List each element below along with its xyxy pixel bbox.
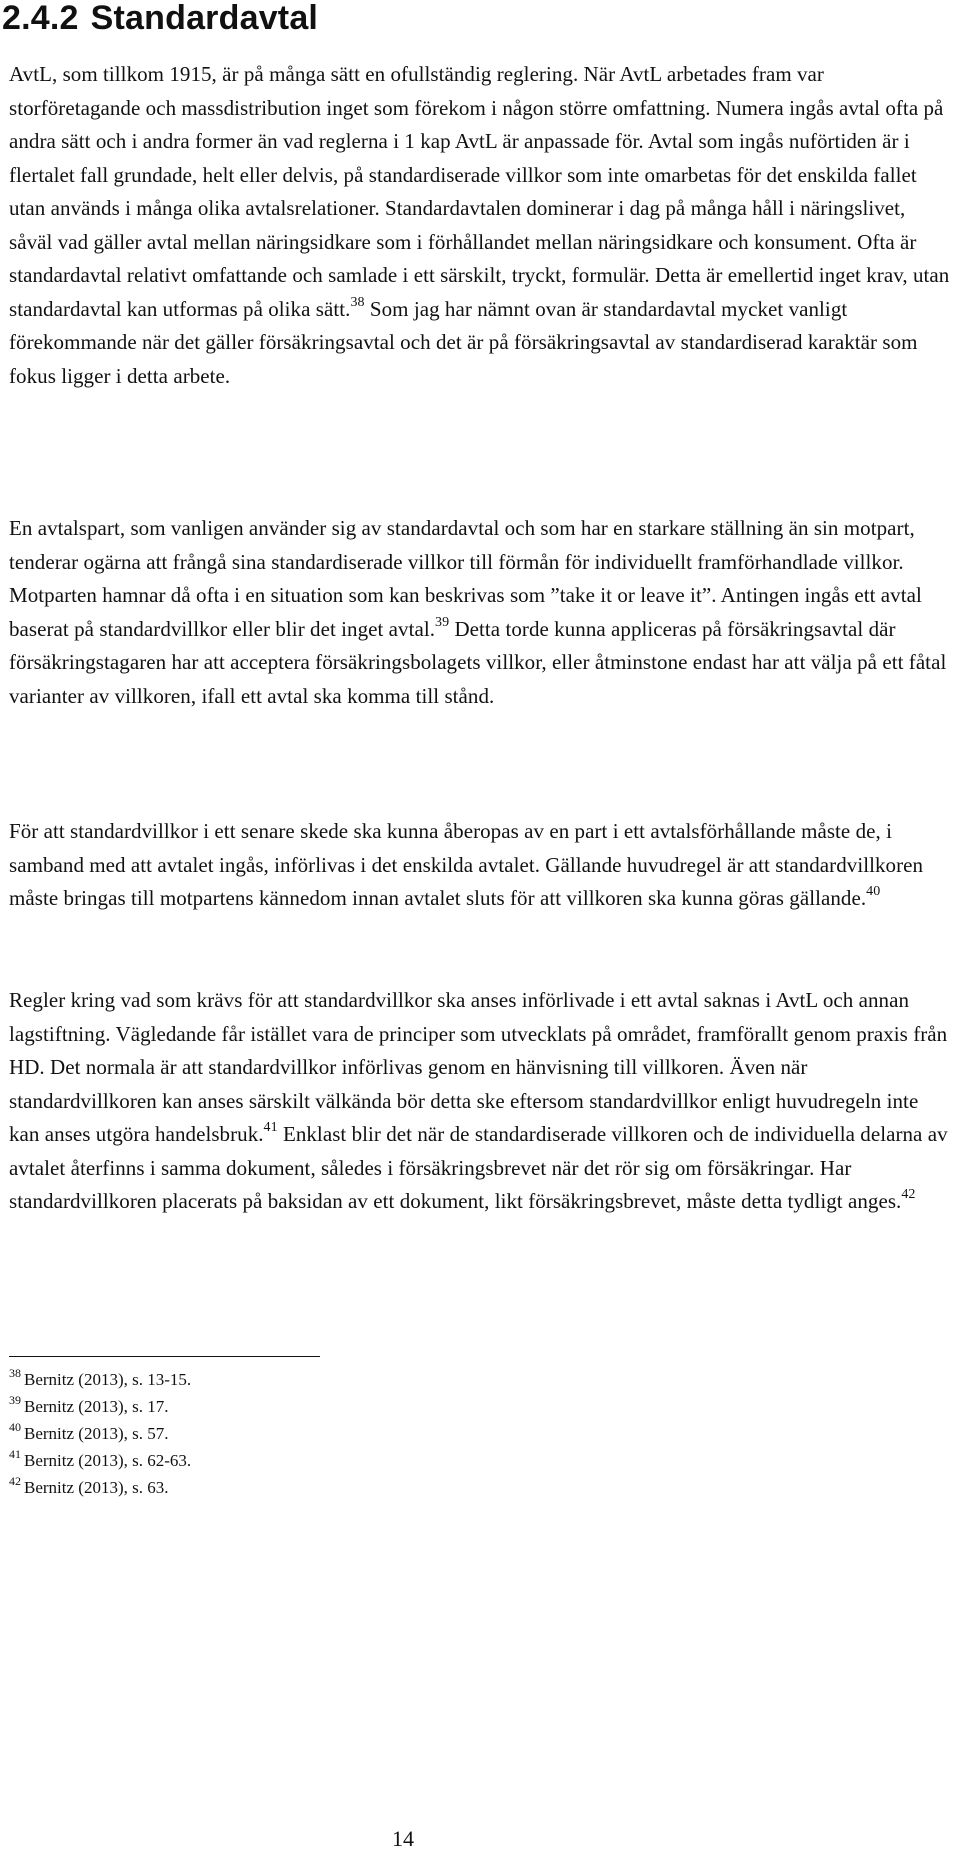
footnote-number: 38 xyxy=(9,1366,21,1381)
section-number: 2.4.2 xyxy=(2,0,79,37)
paragraph-text: Regler kring vad som krävs för att standardvillkor ska anses införlivade i ett avtal saknas i AvtL och annan lagstiftning. Vägledande får istället vara de principer som utvecklats på området, framförallt genom praxis från HD. Det normala är att standardvillkor införlivas genom en hänvisning till villkoren. Även när standardvillkoren kan anses särskilt välkända bör detta ske eftersom standardvillkor enligt huvudregeln inte kan anses utgöra handelsbruk. xyxy=(9,988,948,1146)
paragraph-text: En avtalspart, som vanligen använder sig av standardavtal och som har en starkare ställning än sin motpart, tenderar ogärna att frångå sina standardiserade villkor till förmån för individuellt framförhandlade villkor. Motparten hamnar då ofta i en situation som kan beskrivas som ”take it or leave it”. Antingen ingås ett avtal baserat på standardvillkor eller blir det inget avtal. xyxy=(9,516,922,641)
footnote xyxy=(9,1420,191,1447)
paragraph xyxy=(9,58,954,393)
footnote-reference: 40 xyxy=(866,884,881,899)
footnote xyxy=(9,1393,191,1420)
footnote-text: Bernitz (2013), s. 63. xyxy=(24,1478,169,1497)
paragraph-text: Som jag har nämnt ovan är standardavtal mycket vanligt förekommande när det gäller försäkringsavtal och det är på försäkringsavtal av standardiserad karaktär som fokus ligger i detta arbete. xyxy=(9,296,918,388)
section-title: Standardavtal xyxy=(90,0,319,37)
footnote xyxy=(9,1474,191,1501)
page-number: 14 xyxy=(392,1826,414,1851)
footnote-reference: 42 xyxy=(901,1187,916,1202)
footnote-text: Bernitz (2013), s. 62-63. xyxy=(24,1451,192,1470)
footnote-number: 42 xyxy=(9,1474,21,1489)
footnote-number: 39 xyxy=(9,1393,21,1408)
section-heading xyxy=(2,0,318,36)
paragraph-text: Detta torde kunna appliceras på försäkringsavtal där försäkringstagaren har att acceptera försäkringsbolagets villkor, eller åtminstone endast har att välja på ett fåtal varianter av villkoren, ifall ett avtal ska komma till stånd. xyxy=(9,616,947,708)
footnote-text: Bernitz (2013), s. 13-15. xyxy=(24,1370,192,1389)
footnote-reference: 38 xyxy=(350,294,365,310)
footnote-separator xyxy=(9,1356,320,1357)
paragraph-text: AvtL, som tillkom 1915, är på många sätt en ofullständig reglering. När AvtL arbetades fram var storföretagande och massdistribution inget som förekom i någon större omfattning. Numera ingås avtal ofta på andra sätt och i andra former än vad reglerna i 1 kap AvtL är anpassade för. Avtal som ingås nuförtiden är i flertalet fall grundade, helt eller delvis, på standardiserade villkor som inte omarbetas för det enskilda fallet utan används i många olika avtalsrelationer. Standardavtalen dominerar i dag på många håll i näringslivet, såväl vad gäller avtal mellan näringsidkare som i förhållandet mellan näringsidkare och konsument. Ofta är standardavtal relativt omfattande och samlade i ett särskilt, tryckt, formulär. Detta är emellertid inget krav, utan standardavtal kan utformas på olika sätt. xyxy=(9,62,950,321)
footnote-list xyxy=(9,1366,191,1501)
paragraph-text: För att standardvillkor i ett senare skede ska kunna åberopas av en part i ett avtalsförhållande måste de, i samband med att avtalet ingås, införlivas i det enskilda avtalet. Gällande huvudregel är att standardvillkoren måste bringas till motpartens kännedom innan avtalet sluts för att villkoren ska kunna göras gällande. xyxy=(9,819,924,910)
footnote-number: 40 xyxy=(9,1420,21,1435)
paragraph xyxy=(9,984,954,1219)
footnote-number: 41 xyxy=(9,1447,21,1462)
footnote-text: Bernitz (2013), s. 17. xyxy=(24,1397,169,1416)
paragraph xyxy=(9,815,954,916)
paragraph-text: Enklast blir det när de standardiserade villkoren och de individuella delarna av avtalet återfinns i samma dokument, således i försäkringsbrevet när det rör sig om försäkringar. Har standardvillkoren placerats på baksidan av ett dokument, likt försäkringsbrevet, måste detta tydligt anges. xyxy=(9,1122,948,1213)
footnote-text: Bernitz (2013), s. 57. xyxy=(24,1424,169,1443)
footnote xyxy=(9,1447,191,1474)
footnote xyxy=(9,1366,191,1393)
footnote-reference: 39 xyxy=(435,614,450,630)
paragraph xyxy=(9,512,954,713)
footnote-reference: 41 xyxy=(263,1120,278,1135)
